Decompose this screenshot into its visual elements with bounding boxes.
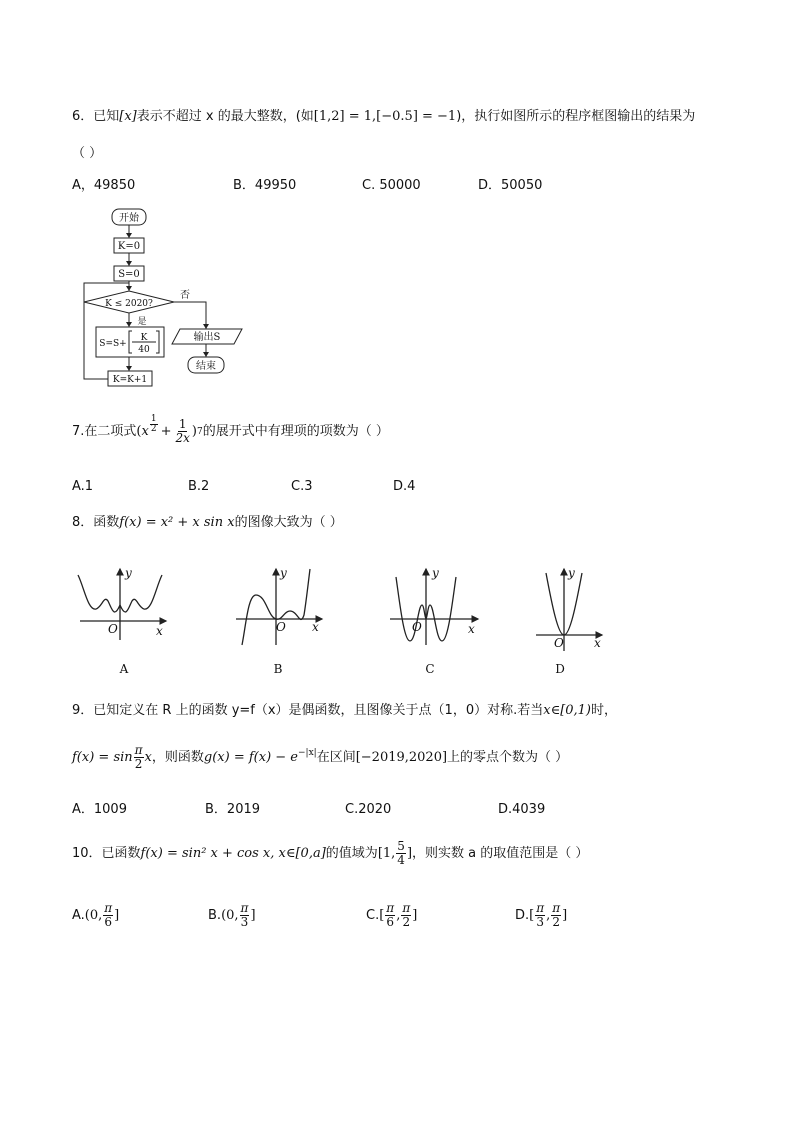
q9-f-var: x bbox=[144, 749, 152, 765]
flow-output-text: 输出S bbox=[193, 332, 221, 343]
flow-yes-label: 是 bbox=[137, 317, 147, 327]
q6-text-a: 6．已知 bbox=[72, 109, 120, 124]
graph-c-y: y bbox=[432, 566, 439, 580]
q10-range-text: 的值域为 bbox=[325, 845, 378, 861]
q10-opt-b-post: ] bbox=[250, 907, 256, 923]
graph-a-label: A bbox=[119, 662, 129, 676]
q10-opt-d-mid: , bbox=[546, 907, 551, 923]
q7-frac-den: 2x bbox=[175, 431, 190, 445]
q10-opt-d-num2: π bbox=[552, 901, 561, 915]
q7-option-c: C.3 bbox=[291, 479, 313, 494]
q8-suffix: 的图像大致为（ ） bbox=[234, 515, 343, 530]
q7-exp-num: 1 bbox=[150, 414, 157, 424]
q10-opt-d-post: ] bbox=[562, 907, 568, 923]
q6-option-a: A，49850 bbox=[72, 178, 136, 193]
q7-option-d: D.4 bbox=[393, 479, 416, 494]
flow-update-prefix: S=S+ bbox=[99, 339, 127, 349]
q6-flowchart bbox=[70, 205, 250, 400]
q7-power: 7 bbox=[196, 426, 203, 437]
flow-condition-text: K ≤ 2020? bbox=[105, 299, 153, 309]
q9-option-d: D.4039 bbox=[498, 802, 546, 817]
graph-b-o: O bbox=[276, 620, 286, 634]
q6-text-c: )，执行如图所示的程序框图输出的结果为 bbox=[456, 109, 696, 124]
flow-loop-line bbox=[84, 283, 129, 379]
q9-g-formula: g(x) = f(x) − e bbox=[203, 749, 298, 765]
q8-graphs bbox=[70, 565, 630, 680]
q7-stem bbox=[72, 414, 389, 445]
flow-update-num: K bbox=[140, 333, 148, 343]
q6-blank: （ ） bbox=[72, 146, 103, 161]
flow-no-line bbox=[174, 302, 206, 329]
graph-d-y: y bbox=[568, 566, 575, 580]
q6-stem bbox=[72, 108, 695, 126]
graph-c bbox=[390, 569, 478, 645]
q10-opt-c-post: ] bbox=[412, 907, 418, 923]
q7-expr: ( x $\frac{1}{2}$ + $\frac{1}{2x}$ ) 7 bbox=[136, 414, 203, 445]
q10-opt-a-num: π bbox=[104, 901, 113, 915]
q10-opt-c-mid: , bbox=[396, 907, 401, 923]
graph-b-x: x bbox=[312, 620, 319, 634]
q10-opt-b-den: 3 bbox=[240, 915, 249, 929]
q10-prefix: 10．已函数 bbox=[72, 845, 141, 861]
q10-opt-d-label: D. bbox=[515, 907, 530, 923]
q10-opt-a-post: ] bbox=[114, 907, 120, 923]
q9-line1-end: 时， bbox=[591, 703, 618, 718]
q10-opt-d-den2: 2 bbox=[552, 915, 561, 929]
flow-update-den: 40 bbox=[138, 345, 150, 355]
flow-start-text: 开始 bbox=[119, 213, 139, 224]
q7-option-a: A.1 bbox=[72, 479, 94, 494]
q9-option-b: B．2019 bbox=[205, 802, 261, 817]
graph-c-x: x bbox=[468, 622, 475, 636]
q10-option-c bbox=[366, 902, 417, 929]
q8-stem bbox=[72, 514, 343, 532]
q10-range-open: [1, bbox=[377, 845, 396, 861]
q6-bracket-x: [x] bbox=[119, 109, 137, 124]
q9-f-den: 2 bbox=[134, 757, 143, 771]
graph-c-o: O bbox=[412, 620, 422, 634]
q10-suffix: ，则实数 a 的取值范围是（ ） bbox=[412, 845, 589, 861]
graph-c-label: C bbox=[425, 662, 435, 676]
q10-option-a bbox=[72, 902, 119, 929]
flow-end-text: 结束 bbox=[196, 361, 216, 372]
q10-opt-d-den1: 3 bbox=[536, 915, 544, 929]
q10-range-num: 5 bbox=[397, 839, 405, 853]
q7-prefix: 7.在二项式 bbox=[72, 423, 137, 439]
graph-d-x: x bbox=[594, 636, 601, 650]
q6-example: [1,2] = 1,[−0.5] = −1 bbox=[313, 109, 457, 124]
q9-f-num: π bbox=[134, 743, 143, 757]
q9-g-exp: −|x| bbox=[298, 748, 317, 758]
q10-opt-d-num1: π bbox=[536, 901, 545, 915]
q10-range-close: ] bbox=[406, 845, 413, 861]
q10-opt-c-den2: 2 bbox=[402, 915, 411, 929]
graph-b-label: B bbox=[273, 662, 283, 676]
graph-b-y: y bbox=[280, 566, 287, 580]
q10-option-d bbox=[515, 902, 567, 929]
q10-opt-c-pre: [ bbox=[379, 907, 385, 923]
q9-g-interval: [−2019,2020] bbox=[355, 749, 448, 765]
flow-no-label: 否 bbox=[180, 290, 190, 301]
q9-stem-line1 bbox=[72, 702, 617, 720]
q9-g-text: ，则函数 bbox=[151, 749, 204, 765]
graph-d-label: D bbox=[555, 662, 565, 676]
q7-exp-den: 2 bbox=[150, 424, 157, 434]
q6-option-c: C. 50000 bbox=[362, 178, 421, 193]
q10-formula: f(x) = sin² x + cos x, x∈[0,a] bbox=[140, 845, 326, 861]
q10-opt-a-pre: (0, bbox=[84, 907, 103, 923]
flow-k-init-text: K=0 bbox=[117, 241, 141, 252]
q9-interval: x∈[0,1) bbox=[543, 703, 592, 718]
graph-a-x: x bbox=[156, 624, 163, 638]
flow-s-init-text: S=0 bbox=[118, 269, 140, 280]
q9-option-a: A．1009 bbox=[72, 802, 127, 817]
q7-frac-num: 1 bbox=[178, 417, 187, 431]
q10-opt-b-pre: (0, bbox=[221, 907, 239, 923]
q10-option-b bbox=[208, 902, 256, 929]
q7-suffix: 的展开式中有理项的项数为（ ） bbox=[202, 423, 389, 439]
q8-formula: f(x) = x² + x sin x bbox=[119, 515, 235, 530]
q6-option-b: B．49950 bbox=[233, 178, 297, 193]
q10-opt-b-num: π bbox=[240, 901, 249, 915]
q10-stem bbox=[72, 840, 588, 867]
q9-stem-line2 bbox=[72, 744, 568, 771]
graph-a-y: y bbox=[125, 566, 132, 580]
q9-f-prefix: f(x) = sin bbox=[72, 749, 133, 765]
q6-option-d: D．50050 bbox=[478, 178, 543, 193]
q10-opt-c-den1: 6 bbox=[386, 915, 395, 929]
q9-line1: 9．已知定义在 R 上的函数 y=f（x）是偶函数，且图像关于点（1，0）对称.若当 bbox=[72, 703, 544, 718]
q10-opt-c-num2: π bbox=[402, 901, 411, 915]
graph-d bbox=[536, 569, 602, 651]
q10-range-den: 4 bbox=[397, 853, 405, 867]
q10-opt-b-label: B. bbox=[208, 907, 222, 923]
q9-g-suffix-a: 在区间 bbox=[316, 749, 356, 765]
q10-opt-a-label: A. bbox=[72, 907, 85, 923]
q10-opt-c-label: C. bbox=[366, 907, 380, 923]
graph-a bbox=[78, 569, 166, 640]
q7-option-b: B.2 bbox=[188, 479, 210, 494]
graph-d-o: O bbox=[554, 636, 564, 650]
q6-text-b: 表示不超过 x 的最大整数，(如 bbox=[136, 109, 314, 124]
q10-opt-d-pre: [ bbox=[529, 907, 535, 923]
q9-option-c: C.2020 bbox=[345, 802, 392, 817]
q9-g-suffix-b: 上的零点个数为（ ） bbox=[447, 749, 569, 765]
q10-opt-c-num1: π bbox=[386, 901, 395, 915]
q8-prefix: 8．函数 bbox=[72, 515, 120, 530]
q10-opt-a-den: 6 bbox=[104, 915, 113, 929]
graph-a-o: O bbox=[108, 622, 118, 636]
flow-increment-text: K=K+1 bbox=[112, 375, 148, 385]
